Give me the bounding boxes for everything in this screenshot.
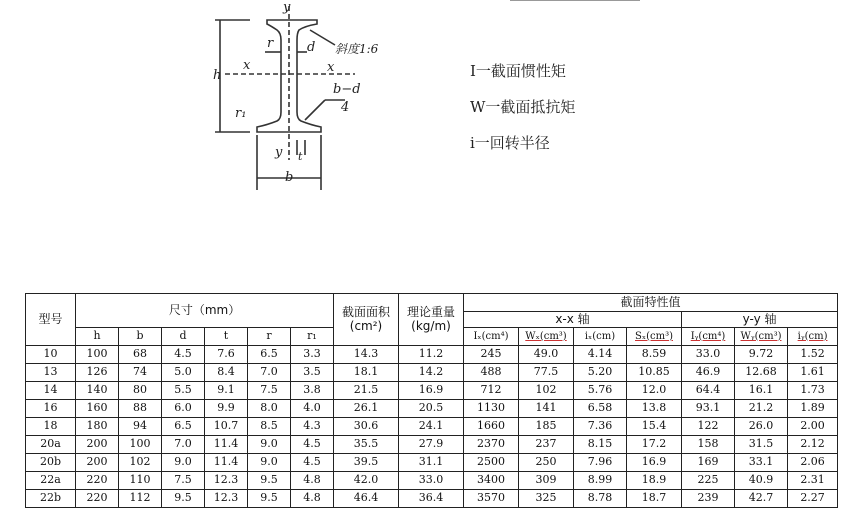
- header-ix: Iₓ(cm⁴): [464, 328, 519, 346]
- table-cell: 3400: [464, 472, 519, 490]
- table-cell: 6.5: [162, 418, 205, 436]
- table-cell: 5.0: [162, 364, 205, 382]
- table-cell: 102: [519, 382, 574, 400]
- table-cell: 12.3: [205, 490, 248, 508]
- table-cell: 239: [682, 490, 735, 508]
- table-cell: 16.9: [399, 382, 464, 400]
- table-cell: 36.4: [399, 490, 464, 508]
- spec-table-body: [26, 346, 838, 508]
- table-cell: 7.0: [162, 436, 205, 454]
- table-cell: 3.3: [291, 346, 334, 364]
- table-cell: 14.3: [334, 346, 399, 364]
- table-cell: 9.5: [248, 472, 291, 490]
- table-cell: 12.68: [735, 364, 788, 382]
- table-cell: 4.5: [162, 346, 205, 364]
- table-cell: 8.78: [574, 490, 627, 508]
- table-cell-model: 22a: [26, 472, 76, 490]
- table-cell: 13.8: [627, 400, 682, 418]
- table-cell: 17.2: [627, 436, 682, 454]
- table-cell: 1.73: [788, 382, 838, 400]
- table-cell-model: 10: [26, 346, 76, 364]
- table-cell: 5.5: [162, 382, 205, 400]
- header-iy: Iᵧ(cm⁴): [682, 328, 735, 346]
- table-cell: 33.1: [735, 454, 788, 472]
- table-cell: 141: [519, 400, 574, 418]
- table-cell: 309: [519, 472, 574, 490]
- table-cell: 2.00: [788, 418, 838, 436]
- table-cell: 712: [464, 382, 519, 400]
- header-axis-x: x-x 轴: [464, 312, 682, 328]
- label-four: 4: [341, 100, 350, 115]
- table-cell: 4.8: [291, 472, 334, 490]
- table-row: [26, 346, 838, 364]
- table-cell: 21.5: [334, 382, 399, 400]
- table-cell-model: 22b: [26, 490, 76, 508]
- table-cell: 42.7: [735, 490, 788, 508]
- table-cell: 10.7: [205, 418, 248, 436]
- table-cell: 7.6: [205, 346, 248, 364]
- table-cell: 100: [76, 346, 119, 364]
- table-cell: 4.8: [291, 490, 334, 508]
- table-cell: 7.96: [574, 454, 627, 472]
- table-cell: 3.5: [291, 364, 334, 382]
- table-cell: 250: [519, 454, 574, 472]
- table-cell: 200: [76, 454, 119, 472]
- header-b: b: [119, 328, 162, 346]
- table-cell: 488: [464, 364, 519, 382]
- label-h: h: [213, 68, 222, 83]
- header-iy-radius: iᵧ(cm): [788, 328, 838, 346]
- table-cell: 158: [682, 436, 735, 454]
- table-cell: 1.61: [788, 364, 838, 382]
- table-cell: 6.5: [248, 346, 291, 364]
- table-cell-model: 16: [26, 400, 76, 418]
- table-cell: 325: [519, 490, 574, 508]
- table-cell: 9.0: [162, 454, 205, 472]
- table-cell: 6.0: [162, 400, 205, 418]
- label-r1: r₁: [235, 106, 247, 121]
- table-cell: 9.0: [248, 436, 291, 454]
- table-cell: 200: [76, 436, 119, 454]
- header-dimensions: 尺寸（mm）: [76, 294, 334, 328]
- table-cell: 33.0: [682, 346, 735, 364]
- table-cell: 169: [682, 454, 735, 472]
- table-cell: 8.99: [574, 472, 627, 490]
- table-cell: 7.5: [162, 472, 205, 490]
- table-row: [26, 454, 838, 472]
- table-cell: 3570: [464, 490, 519, 508]
- table-cell: 15.4: [627, 418, 682, 436]
- table-cell: 9.72: [735, 346, 788, 364]
- table-cell-model: 20b: [26, 454, 76, 472]
- table-cell: 26.0: [735, 418, 788, 436]
- table-cell: 4.5: [291, 436, 334, 454]
- table-row: [26, 490, 838, 508]
- table-cell: 2370: [464, 436, 519, 454]
- table-cell: 7.0: [248, 364, 291, 382]
- table-cell-model: 18: [26, 418, 76, 436]
- header-area-unit: (cm²): [349, 318, 383, 333]
- table-cell: 11.4: [205, 454, 248, 472]
- table-cell: 8.15: [574, 436, 627, 454]
- table-cell: 16.9: [627, 454, 682, 472]
- table-cell: 20.5: [399, 400, 464, 418]
- label-x-right: x: [327, 60, 335, 75]
- table-cell: 64.4: [682, 382, 735, 400]
- table-cell: 1660: [464, 418, 519, 436]
- table-cell: 5.20: [574, 364, 627, 382]
- label-b-minus-d: b−d: [333, 82, 361, 97]
- table-cell: 68: [119, 346, 162, 364]
- table-cell: 1130: [464, 400, 519, 418]
- table-cell: 112: [119, 490, 162, 508]
- table-cell: 1.52: [788, 346, 838, 364]
- table-cell: 74: [119, 364, 162, 382]
- header-sx: Sₓ(cm³): [627, 328, 682, 346]
- table-cell: 18.9: [627, 472, 682, 490]
- label-t: t: [298, 150, 303, 163]
- table-cell: 8.5: [248, 418, 291, 436]
- table-cell: 10.85: [627, 364, 682, 382]
- table-cell: 7.36: [574, 418, 627, 436]
- table-cell: 7.5: [248, 382, 291, 400]
- table-cell: 33.0: [399, 472, 464, 490]
- table-cell: 24.1: [399, 418, 464, 436]
- table-cell: 18.1: [334, 364, 399, 382]
- table-cell: 94: [119, 418, 162, 436]
- header-model: 型号: [26, 294, 76, 346]
- table-cell: 9.1: [205, 382, 248, 400]
- table-cell: 30.6: [334, 418, 399, 436]
- label-y-bottom: y: [275, 145, 283, 160]
- table-cell: 5.76: [574, 382, 627, 400]
- table-cell: 31.5: [735, 436, 788, 454]
- table-cell: 16.1: [735, 382, 788, 400]
- legend-item-section-modulus: W一截面抵抗矩: [470, 98, 576, 116]
- table-cell: 185: [519, 418, 574, 436]
- table-cell: 8.59: [627, 346, 682, 364]
- table-cell: 9.5: [248, 490, 291, 508]
- table-cell-model: 14: [26, 382, 76, 400]
- header-section-properties: 截面特性值: [464, 294, 838, 312]
- table-cell: 2.31: [788, 472, 838, 490]
- table-cell: 2.27: [788, 490, 838, 508]
- table-cell: 8.0: [248, 400, 291, 418]
- table-row: [26, 400, 838, 418]
- i-beam-spec-table: [25, 293, 838, 508]
- table-cell: 122: [682, 418, 735, 436]
- table-cell: 225: [682, 472, 735, 490]
- table-cell: 220: [76, 490, 119, 508]
- table-row: [26, 472, 838, 490]
- table-cell: 11.2: [399, 346, 464, 364]
- table-cell: 39.5: [334, 454, 399, 472]
- table-cell: 31.1: [399, 454, 464, 472]
- header-weight-label: 理论重量: [407, 304, 456, 319]
- table-cell: 46.4: [334, 490, 399, 508]
- header-d: d: [162, 328, 205, 346]
- table-cell-model: 20a: [26, 436, 76, 454]
- header-wx: Wₓ(cm³): [519, 328, 574, 346]
- table-cell: 220: [76, 472, 119, 490]
- table-cell: 40.9: [735, 472, 788, 490]
- table-cell: 42.0: [334, 472, 399, 490]
- header-axis-y: y-y 轴: [682, 312, 838, 328]
- table-cell: 80: [119, 382, 162, 400]
- table-cell: 237: [519, 436, 574, 454]
- label-x-left: x: [243, 58, 251, 73]
- table-cell-model: 13: [26, 364, 76, 382]
- table-cell: 2500: [464, 454, 519, 472]
- table-cell: 46.9: [682, 364, 735, 382]
- table-cell: 160: [76, 400, 119, 418]
- header-r: r: [248, 328, 291, 346]
- table-cell: 88: [119, 400, 162, 418]
- table-cell: 4.5: [291, 454, 334, 472]
- symbol-legend: [470, 60, 670, 168]
- table-row: [26, 364, 838, 382]
- table-cell: 126: [76, 364, 119, 382]
- table-cell: 100: [119, 436, 162, 454]
- table-cell: 140: [76, 382, 119, 400]
- legend-item-inertia: I一截面惯性矩: [470, 62, 566, 80]
- table-cell: 18.7: [627, 490, 682, 508]
- table-cell: 12.3: [205, 472, 248, 490]
- label-d: d: [307, 40, 316, 55]
- table-cell: 2.06: [788, 454, 838, 472]
- table-cell: 77.5: [519, 364, 574, 382]
- table-cell: 9.9: [205, 400, 248, 418]
- table-cell: 11.4: [205, 436, 248, 454]
- table-cell: 4.0: [291, 400, 334, 418]
- table-row: [26, 436, 838, 454]
- table-cell: 9.0: [248, 454, 291, 472]
- header-area-label: 截面面积: [342, 304, 391, 319]
- table-cell: 8.4: [205, 364, 248, 382]
- table-row: [26, 418, 838, 436]
- table-cell: 110: [119, 472, 162, 490]
- header-t: t: [205, 328, 248, 346]
- header-r1: r₁: [291, 328, 334, 346]
- table-cell: 3.8: [291, 382, 334, 400]
- table-cell: 1.89: [788, 400, 838, 418]
- table-cell: 93.1: [682, 400, 735, 418]
- header-area: [334, 294, 399, 346]
- legend-item-radius-gyration: i一回转半径: [470, 134, 550, 152]
- label-slope: 斜度1:6: [335, 42, 379, 56]
- table-cell: 102: [119, 454, 162, 472]
- table-cell: 21.2: [735, 400, 788, 418]
- table-cell: 180: [76, 418, 119, 436]
- table-cell: 12.0: [627, 382, 682, 400]
- table-cell: 4.14: [574, 346, 627, 364]
- label-b: b: [285, 170, 294, 185]
- table-cell: 49.0: [519, 346, 574, 364]
- table-cell: 245: [464, 346, 519, 364]
- table-cell: 9.5: [162, 490, 205, 508]
- header-h: h: [76, 328, 119, 346]
- label-r: r: [267, 36, 274, 51]
- table-cell: 14.2: [399, 364, 464, 382]
- table-cell: 6.58: [574, 400, 627, 418]
- table-cell: 27.9: [399, 436, 464, 454]
- table-row: [26, 382, 838, 400]
- header-weight: [399, 294, 464, 346]
- table-cell: 4.3: [291, 418, 334, 436]
- table-cell: 26.1: [334, 400, 399, 418]
- label-y-top: y: [283, 0, 291, 15]
- header-weight-unit: (kg/m): [411, 318, 451, 333]
- header-ix-radius: iₓ(cm): [574, 328, 627, 346]
- header-wy: Wᵧ(cm³): [735, 328, 788, 346]
- table-cell: 35.5: [334, 436, 399, 454]
- table-cell: 2.12: [788, 436, 838, 454]
